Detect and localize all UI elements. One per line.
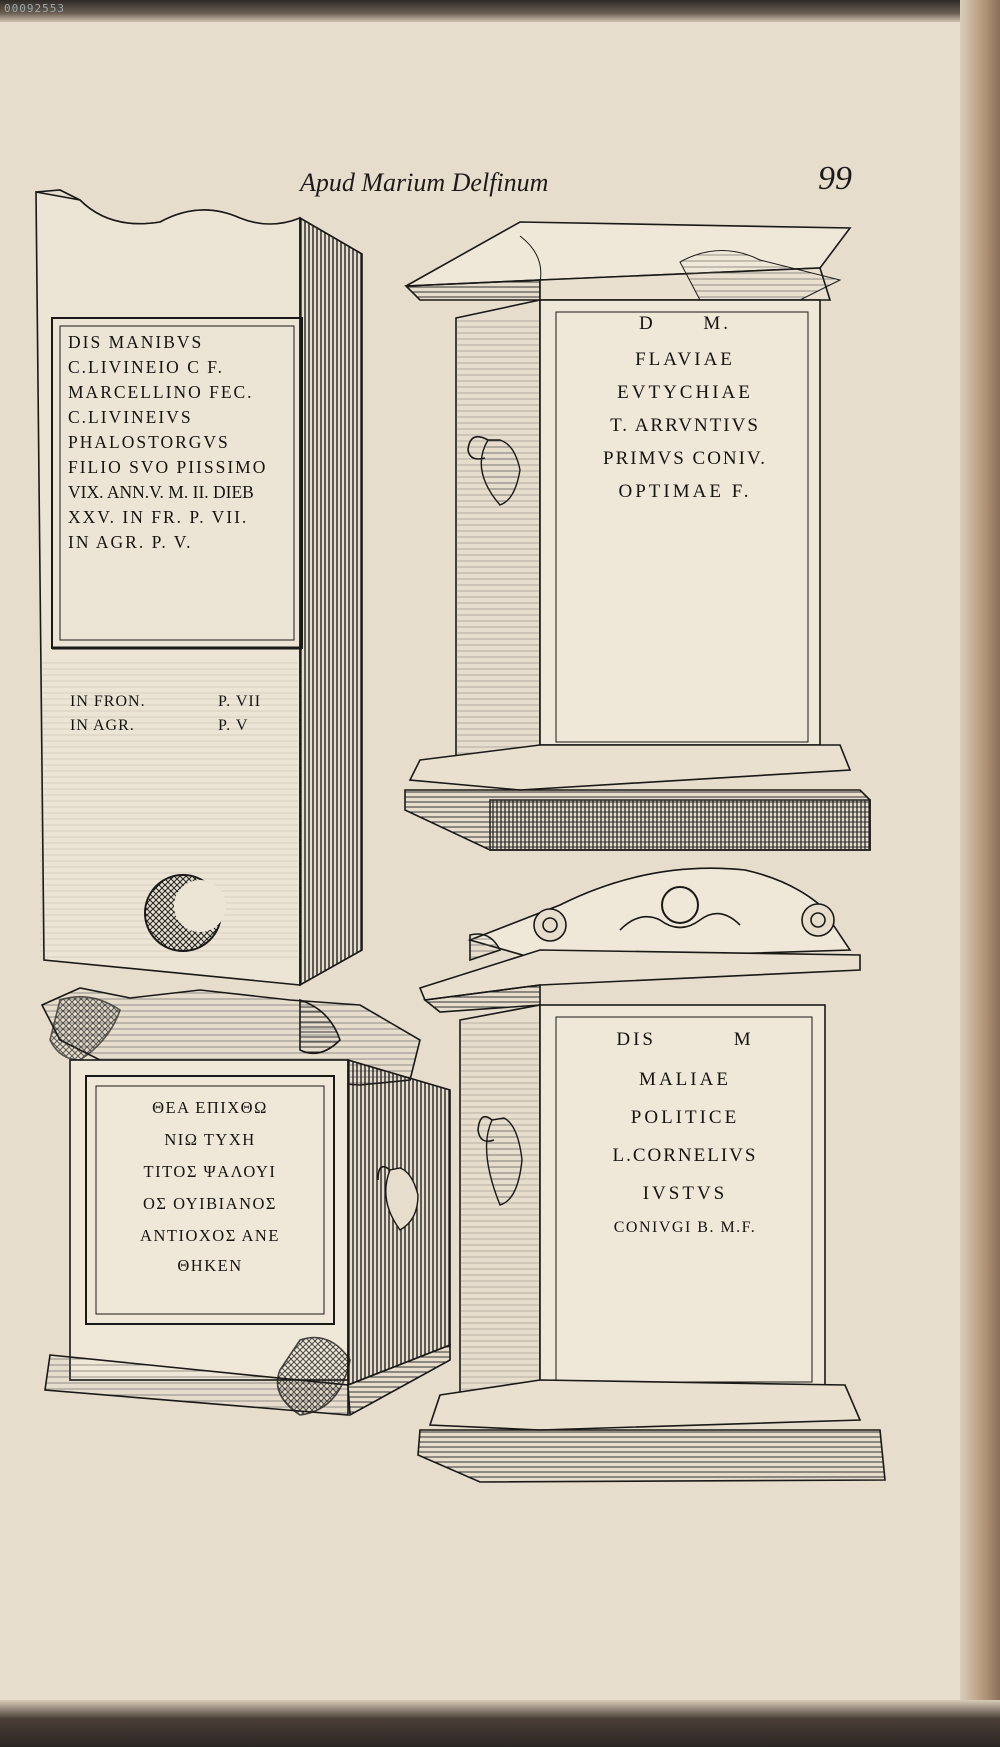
running-head: Apud Marium Delfinum xyxy=(300,168,549,197)
altar-greek-inscription xyxy=(96,1100,324,1288)
inscription-line: MALIAE xyxy=(639,1069,731,1090)
inscription-line: MARCELLINO FEC. xyxy=(68,382,254,402)
inscription-line: VIX. ANN.V. M. II. DIEB xyxy=(68,482,254,502)
stele-monument xyxy=(36,190,362,985)
inscription-line: PHALOSTORGVS xyxy=(68,432,230,452)
inscription-line: T. ARRVNTIVS xyxy=(610,415,760,436)
stele-measure-right xyxy=(218,694,261,742)
inscription-line: FLAVIAE xyxy=(635,349,735,370)
inscription-line: DIS MANIBVS xyxy=(68,332,204,352)
inscription-line: IVSTVS xyxy=(642,1183,728,1204)
measure-line: P. VII xyxy=(218,693,262,710)
scan-stamp: 00092553 xyxy=(4,2,65,15)
inscription-line: L.CORNELIVS xyxy=(612,1145,758,1166)
inscription-line: ΝΙΩ ΤΥΧΗ xyxy=(164,1130,256,1149)
inscription-line: EVTYCHIAE xyxy=(617,382,753,403)
inscription-line: PRIMVS CONIV. xyxy=(603,448,767,469)
inscription-line: XXV. IN FR. P. VII. xyxy=(68,507,249,527)
inscription-line: ΤΙΤΟΣ ΨΑΛΟΥΙ xyxy=(143,1162,277,1181)
inscription-line: CONIVGI B. M.F. xyxy=(613,1219,757,1236)
inscription-line: ΑΝΤΙΟΧΟΣ ΑΝΕ xyxy=(140,1226,280,1245)
inscription-line: IN AGR. P. V. xyxy=(68,532,193,552)
inscription-line: D M. xyxy=(638,313,732,334)
altar-malia-inscription xyxy=(565,1030,805,1250)
measure-line: P. V xyxy=(218,717,249,734)
measure-line: IN FRON. xyxy=(70,693,146,710)
page-number: 99 xyxy=(818,160,852,197)
inscription-line: FILIO SVO PIISSIMO xyxy=(68,457,268,477)
inscription-line: OPTIMAE F. xyxy=(618,481,752,502)
inscription-line: C.LIVINEIO C F. xyxy=(68,357,224,377)
altar-flavia-inscription xyxy=(560,314,810,515)
inscription-line: DIS M xyxy=(616,1029,754,1050)
stele-inscription xyxy=(68,334,267,559)
inscription-line: POLITICE xyxy=(630,1107,740,1128)
inscription-line: ΟΣ ΟΥΙΒΙΑΝΟΣ xyxy=(143,1194,277,1213)
inscription-line: C.LIVINEIVS xyxy=(68,407,193,427)
stele-measure-left xyxy=(70,694,146,742)
measure-line: IN AGR. xyxy=(70,717,135,734)
inscription-line: ΘΗΚΕΝ xyxy=(177,1256,243,1275)
inscription-line: ΘΕΑ ΕΠΙΧΘΩ xyxy=(152,1098,268,1117)
